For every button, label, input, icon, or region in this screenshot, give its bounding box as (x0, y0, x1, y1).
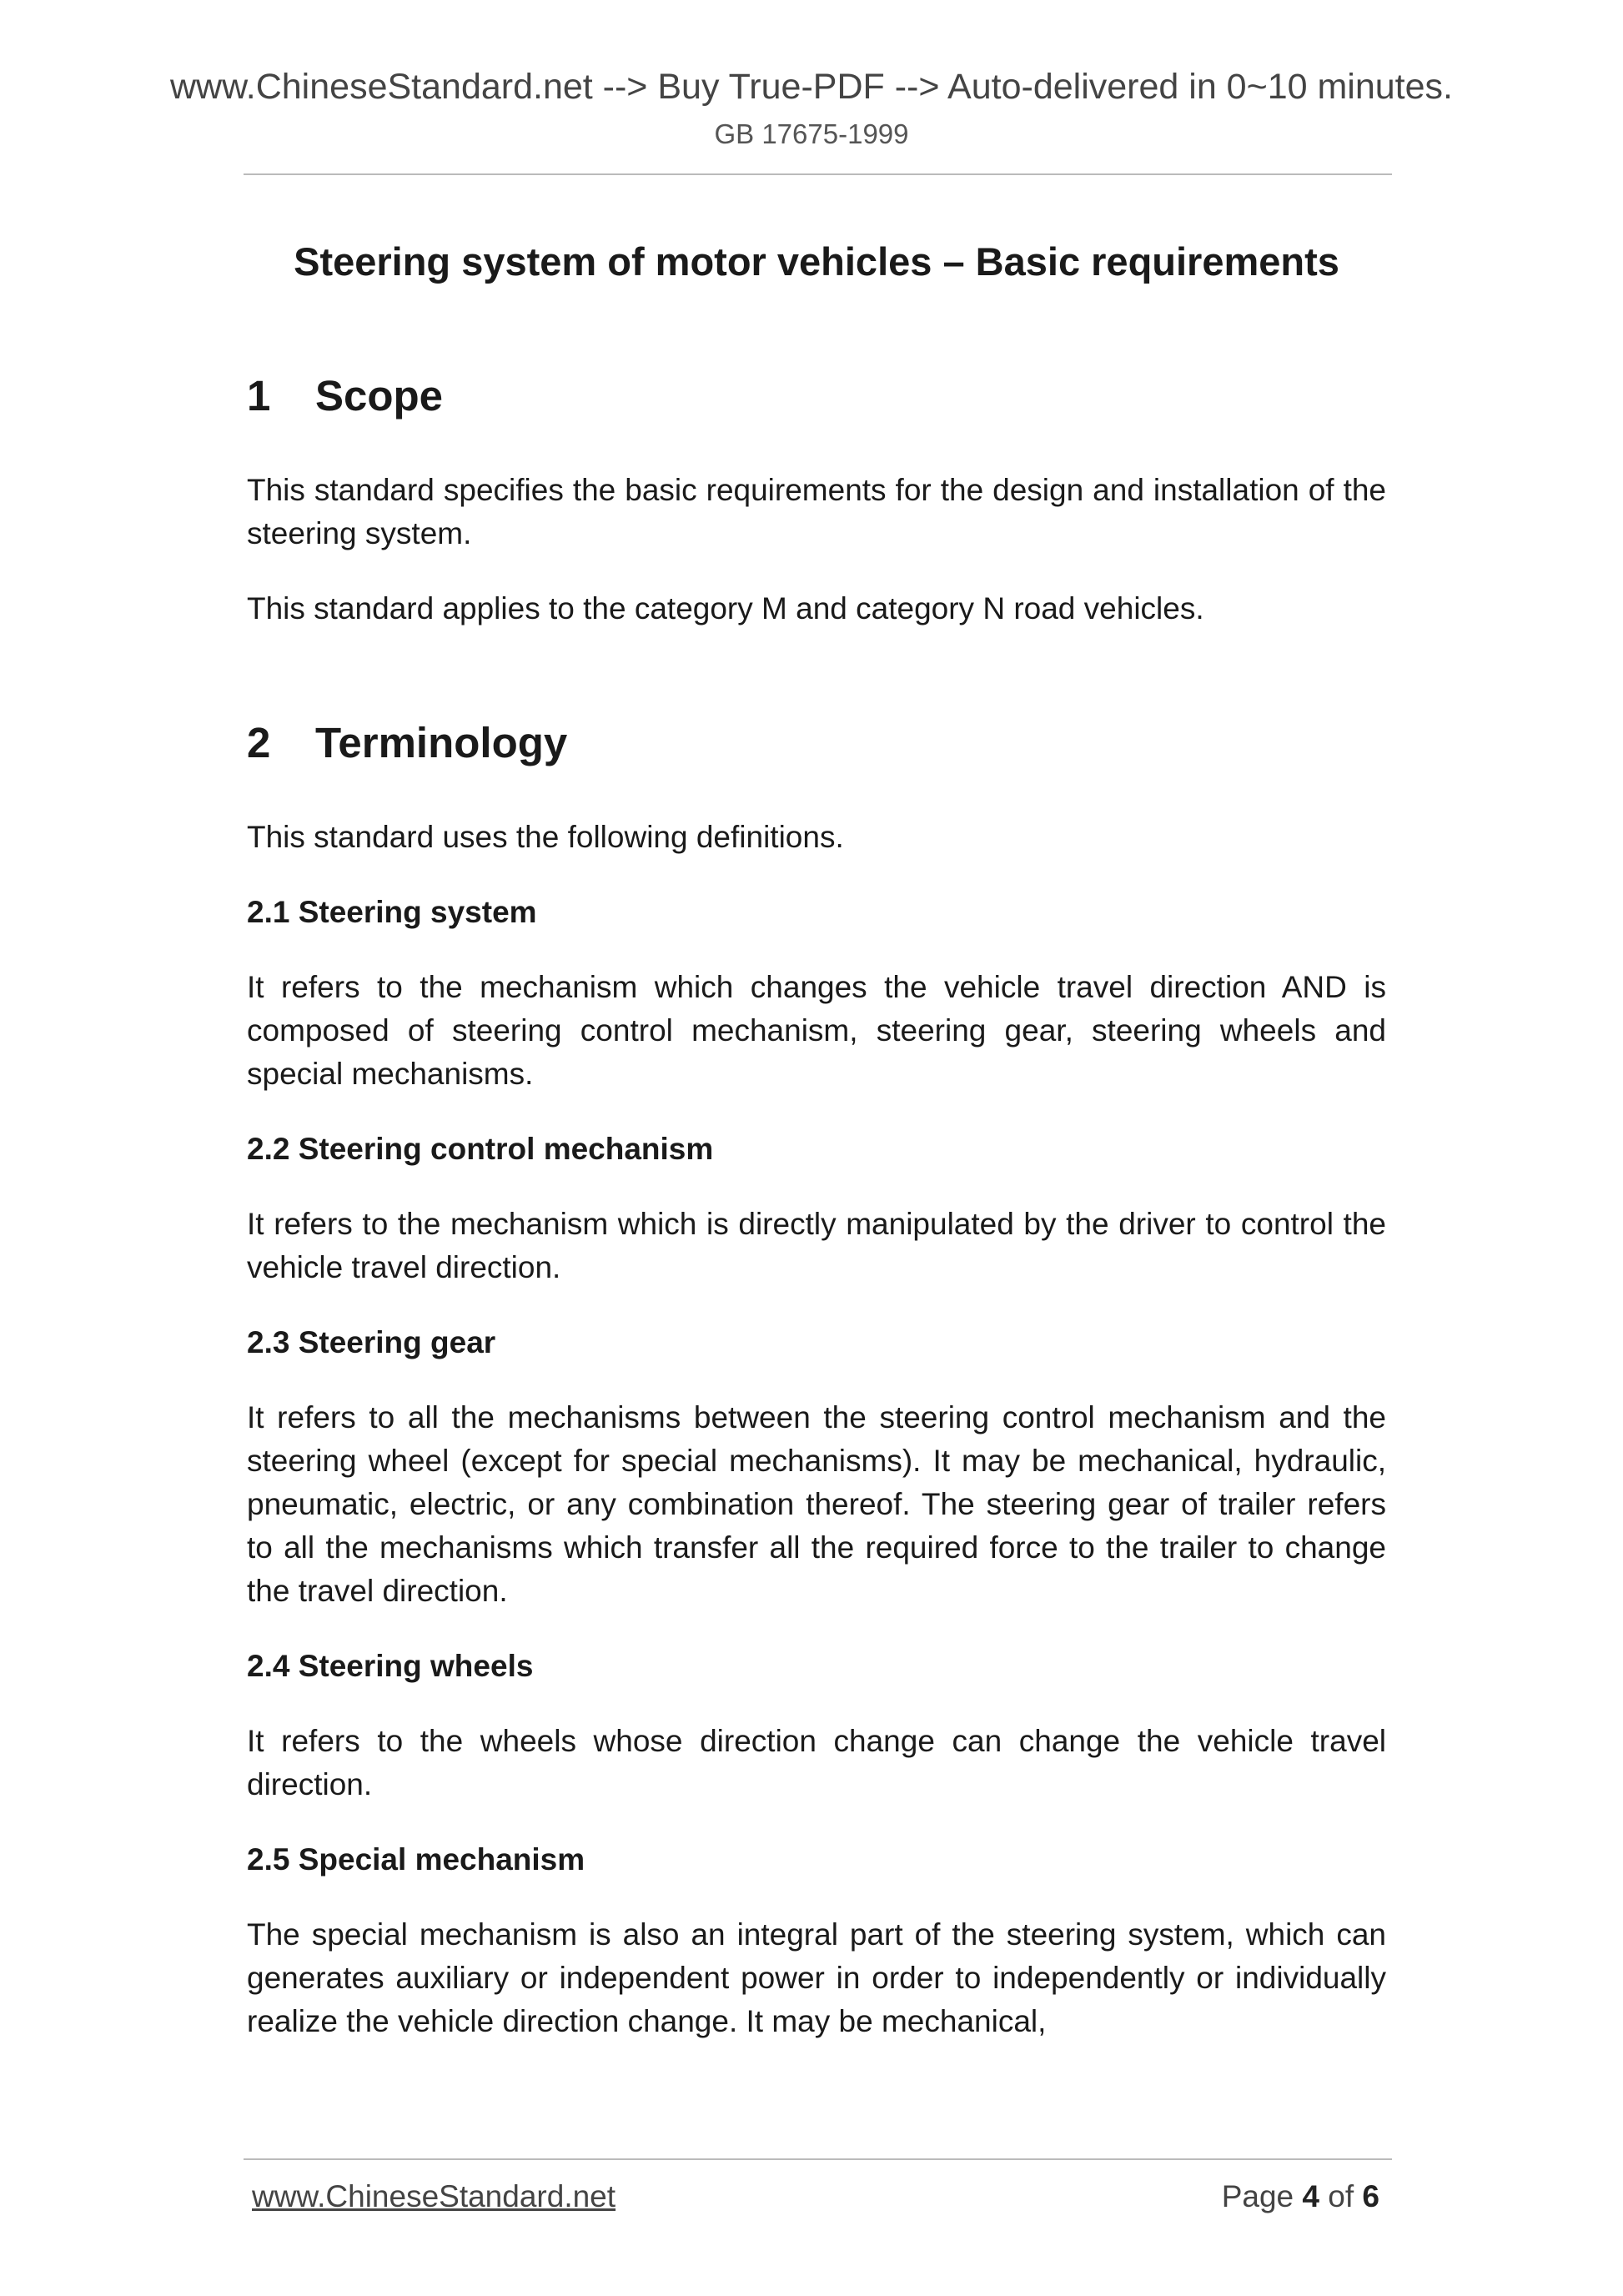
section-number: 1 (247, 372, 271, 420)
header-divider (244, 173, 1392, 175)
section-title: Terminology (315, 719, 568, 766)
page-of-label: of (1328, 2179, 1354, 2213)
subsection-heading: 2.5 Special mechanism (247, 1842, 585, 1876)
header-standard-code: GB 17675-1999 (714, 118, 909, 149)
paragraph: This standard applies to the category M and category N road vehicles. (247, 591, 1204, 625)
subsection-heading: 2.2 Steering control mechanism (247, 1132, 714, 1166)
page-label: Page (1221, 2179, 1294, 2213)
page-footer (252, 2172, 1379, 2222)
page-header (0, 60, 1623, 155)
document-title: Steering system of motor vehicles – Basic requirements (294, 239, 1339, 284)
footer-website-link[interactable]: www.ChineseStandard.net (252, 2179, 616, 2213)
paragraph: This standard specifies the basic requirements for the design and installation of the steering system. (247, 473, 1386, 550)
section-title: Scope (315, 372, 444, 420)
page-number (1222, 2172, 1379, 2222)
paragraph: It refers to the mechanism which is directly manipulated by the driver to control the vehicle travel direction. (247, 1207, 1386, 1284)
header-promo-line: www.ChineseStandard.net --> Buy True-PDF --> Auto-delivered in 0~10 minutes. (169, 67, 1453, 107)
paragraph: This standard uses the following definitions. (247, 820, 844, 854)
subsection-heading: 2.3 Steering gear (247, 1325, 496, 1359)
section-heading-terminology (247, 717, 1386, 769)
page-total: 6 (1362, 2179, 1379, 2213)
section-number: 2 (247, 719, 271, 766)
paragraph: It refers to all the mechanisms between the steering control mechanism and the steering wheel (except for special mechanisms). It may be mechanical, hydraulic, pneumatic, electric, or any combination thereof. The steering gear of trailer refers to all the mechanisms which transfer all the required force to the trailer to change the travel direction. (247, 1400, 1386, 1608)
subsection-heading: 2.1 Steering system (247, 895, 537, 929)
subsection-heading: 2.4 Steering wheels (247, 1649, 534, 1683)
page-current: 4 (1302, 2179, 1319, 2213)
section-heading-scope (247, 370, 1386, 422)
paragraph: It refers to the mechanism which changes the vehicle travel direction AND is composed of steering control mechanism, steering gear, steering wheels and special mechanisms. (247, 970, 1386, 1091)
paragraph: The special mechanism is also an integral part of the steering system, which can generates auxiliary or independent power in order to independently or individually realize the vehicle direction change. It may be mechanical, (247, 1917, 1386, 2038)
paragraph: It refers to the wheels whose direction change can change the vehicle travel direction. (247, 1724, 1386, 1801)
document-body (247, 237, 1386, 2075)
footer-divider (244, 2158, 1392, 2160)
